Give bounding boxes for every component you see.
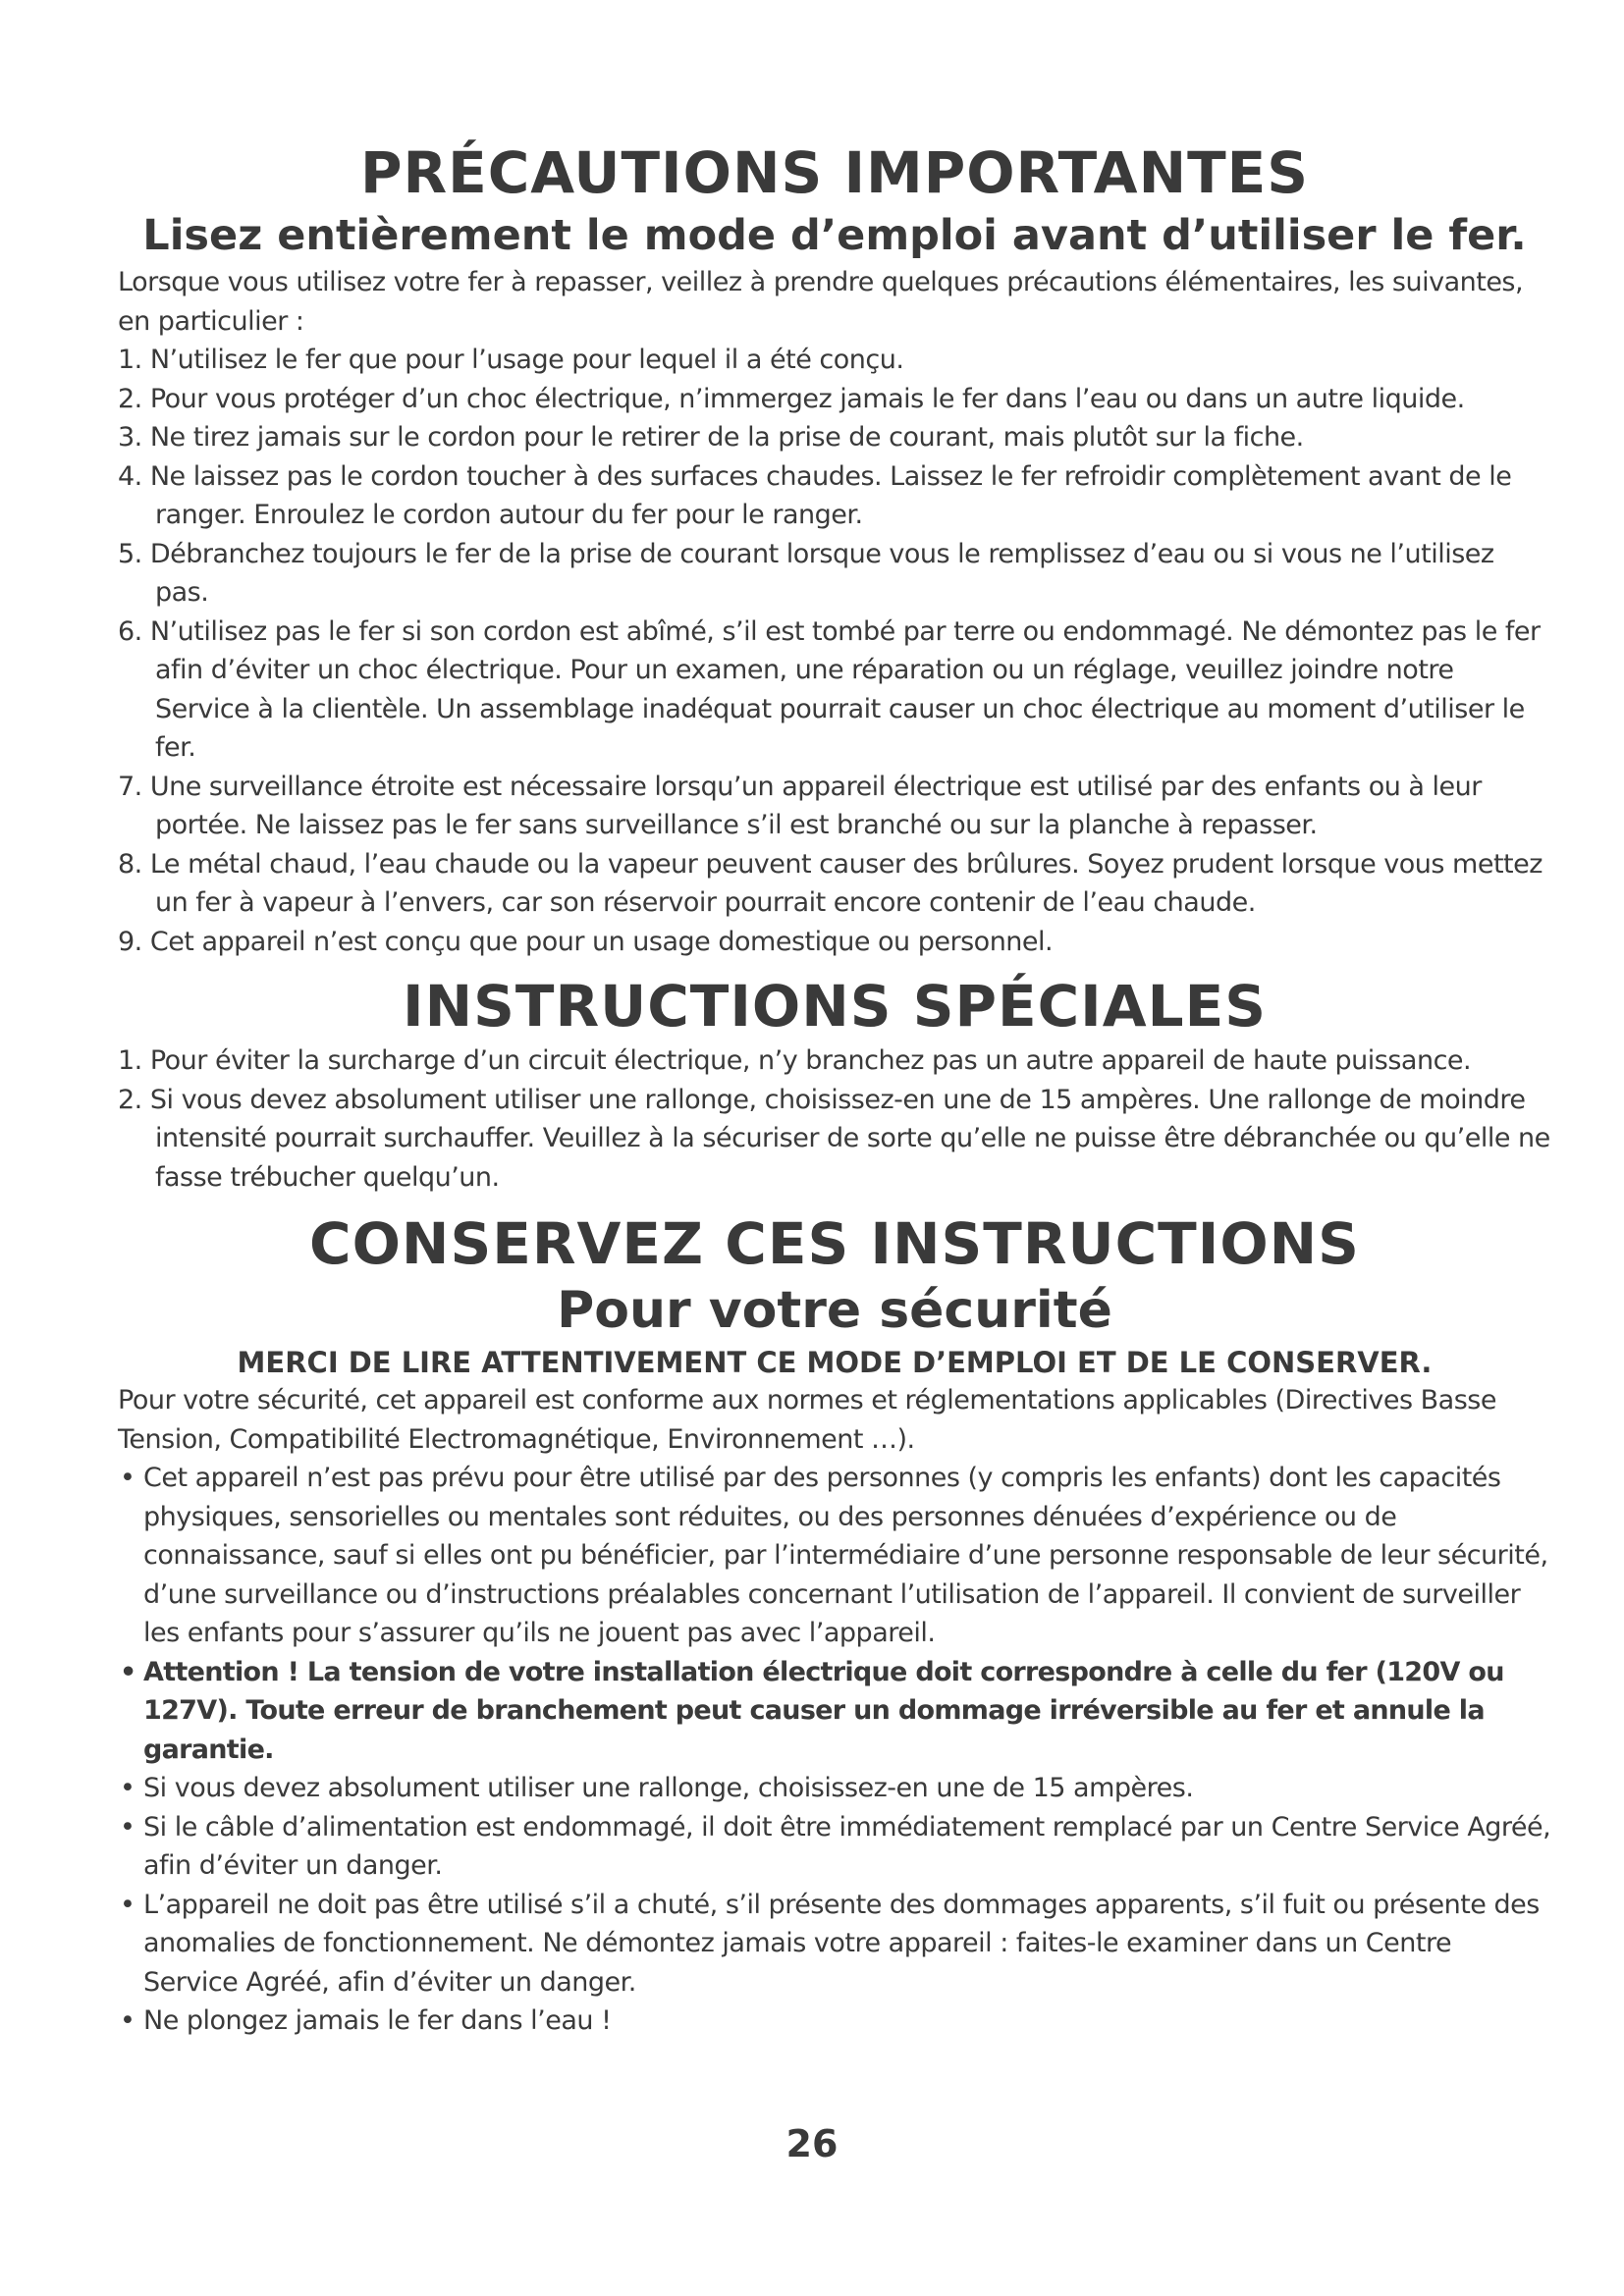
page-number: 26 xyxy=(785,2122,839,2165)
bullet-text: Attention ! La tension de votre installation électrique doit correspondre à celle du fer (120V ou 127V). Toute erreur de branchement peut causer un dommage irréversible au fer et annule la garantie. xyxy=(143,1656,1504,1765)
section-title-special: INSTRUCTIONS SPÉCIALES xyxy=(402,973,1268,1040)
list-item xyxy=(118,2002,1551,2041)
bullet-icon: • xyxy=(120,1889,135,1920)
intro-paragraph: Pour votre sécurité, cet appareil est conforme aux normes et réglementations applicables (Directives Basse Tension, Compatibilité Electromagnétique, Environnement …). xyxy=(118,1385,1496,1455)
intro-paragraph: Lorsque vous utilisez votre fer à repasser, veillez à prendre quelques précautions élémentaires, les suivantes, en particulier : xyxy=(118,267,1524,337)
bullet-icon: • xyxy=(120,1656,136,1687)
section-title-precautions: PRÉCAUTIONS IMPORTANTES xyxy=(359,139,1310,206)
precautions-list xyxy=(118,341,1551,961)
list-item: 6. N’utilisez pas le fer si son cordon est abîmé, s’il est tombé par terre ou endommagé. Ne démontez pas le fer afin d’éviter un choc électrique. Pour un examen, une réparation ou un réglage, veuillez joindre notre Service à la clientèle. Un assemblage inadéquat pourrait causer un choc électrique au moment d’utiliser le fer. xyxy=(118,615,1541,763)
bullet-text: Cet appareil n’est pas prévu pour être utilisé par des personnes (y compris les enfants) dont les capacités physiques, sensorielles ou mentales sont réduites, ou des personnes dénuées d’expérience ou de connaissance, sauf si elles ont pu bénéficier, par l’intermédiaire d’une personne responsable de leur sécurité, d’une surveillance ou d’instructions préalables concernant l’utilisation de l’appareil. Il convient de surveiller les enfants pour s’assurer qu’ils ne jouent pas avec l’appareil. xyxy=(143,1463,1548,1648)
bullet-text: Ne plongez jamais le fer dans l’eau ! xyxy=(143,2005,612,2036)
list-item: 2. Si vous devez absolument utiliser une rallonge, choisissez-en une de 15 ampères. Une rallonge de moindre intensité pourrait surchauffer. Veuillez à la sécuriser de sorte qu’elle ne puisse être débranchée ou qu’elle ne fasse trébucher quelqu’un. xyxy=(118,1084,1550,1193)
list-item: 9. Cet appareil n’est conçu que pour un usage domestique ou personnel. xyxy=(118,926,1054,957)
bullet-text: L’appareil ne doit pas être utilisé s’il a chuté, s’il présente des dommages apparents, s’il fuit ou présente des anomalies de fonctionnement. Ne démontez jamais votre appareil : faites-le examiner dans un Centre Service Agréé, afin d’éviter un danger. xyxy=(143,1889,1540,1998)
bullet-icon: • xyxy=(120,1463,135,1493)
list-item: 2. Pour vous protéger d’un choc électrique, n’immergez jamais le fer dans l’eau ou dans un autre liquide. xyxy=(118,383,1465,414)
list-item xyxy=(118,1459,1551,1653)
list-item: 7. Une surveillance étroite est nécessaire lorsqu’un appareil électrique est utilisé par des enfants ou à leur portée. Ne laissez pas le fer sans surveillance s’il est branché ou sur la planche à repasser. xyxy=(118,771,1482,840)
bullet-icon: • xyxy=(120,2005,135,2036)
special-instructions-list xyxy=(118,1041,1551,1197)
section-special-instructions xyxy=(118,971,1551,1197)
section-title-keep: CONSERVEZ CES INSTRUCTIONS xyxy=(309,1210,1360,1277)
list-item: 1. N’utilisez le fer que pour l’usage pour lequel il a été conçu. xyxy=(118,345,904,375)
section-keep-instructions xyxy=(118,1208,1551,2041)
list-item: 3. Ne tirez jamais sur le cordon pour le retirer de la prise de courant, mais plutôt sur la fiche. xyxy=(118,422,1304,453)
list-item-warning xyxy=(118,1653,1551,1770)
safety-bullets xyxy=(118,1459,1551,2041)
bullet-text: Si le câble d’alimentation est endommagé, il doit être immédiatement remplacé par un Centre Service Agréé, afin d’éviter un danger. xyxy=(143,1811,1551,1881)
bullet-icon: • xyxy=(120,1773,135,1803)
page xyxy=(118,137,1551,2041)
list-item: 8. Le métal chaud, l’eau chaude ou la vapeur peuvent causer des brûlures. Soyez prudent lorsque vous mettez un fer à vapeur à l’envers, car son réservoir pourrait encore contenir de l’eau chaude. xyxy=(118,848,1543,918)
section-heading-read: MERCI DE LIRE ATTENTIVEMENT CE MODE D’EMPLOI ET DE LE CONSERVER. xyxy=(237,1346,1433,1379)
list-item xyxy=(118,1886,1551,2002)
list-item xyxy=(118,1769,1551,1808)
list-item xyxy=(118,1808,1551,1886)
list-item: 5. Débranchez toujours le fer de la prise de courant lorsque vous le remplissez d’eau ou si vous ne l’utilisez pas. xyxy=(118,538,1494,608)
bullet-text: Si vous devez absolument utiliser une rallonge, choisissez-en une de 15 ampères. xyxy=(143,1773,1194,1803)
list-item: 1. Pour éviter la surcharge d’un circuit électrique, n’y branchez pas un autre appareil de haute puissance. xyxy=(118,1045,1472,1076)
section-subtitle-safety: Pour votre sécurité xyxy=(557,1281,1112,1340)
section-precautions xyxy=(118,137,1551,961)
list-item: 4. Ne laissez pas le cordon toucher à des surfaces chaudes. Laissez le fer refroidir complètement avant de le ranger. Enroulez le cordon autour du fer pour le ranger. xyxy=(118,460,1512,530)
section-subtitle-precautions: Lisez entièrement le mode d’emploi avant d’utiliser le fer. xyxy=(142,211,1527,260)
bullet-icon: • xyxy=(120,1811,135,1842)
